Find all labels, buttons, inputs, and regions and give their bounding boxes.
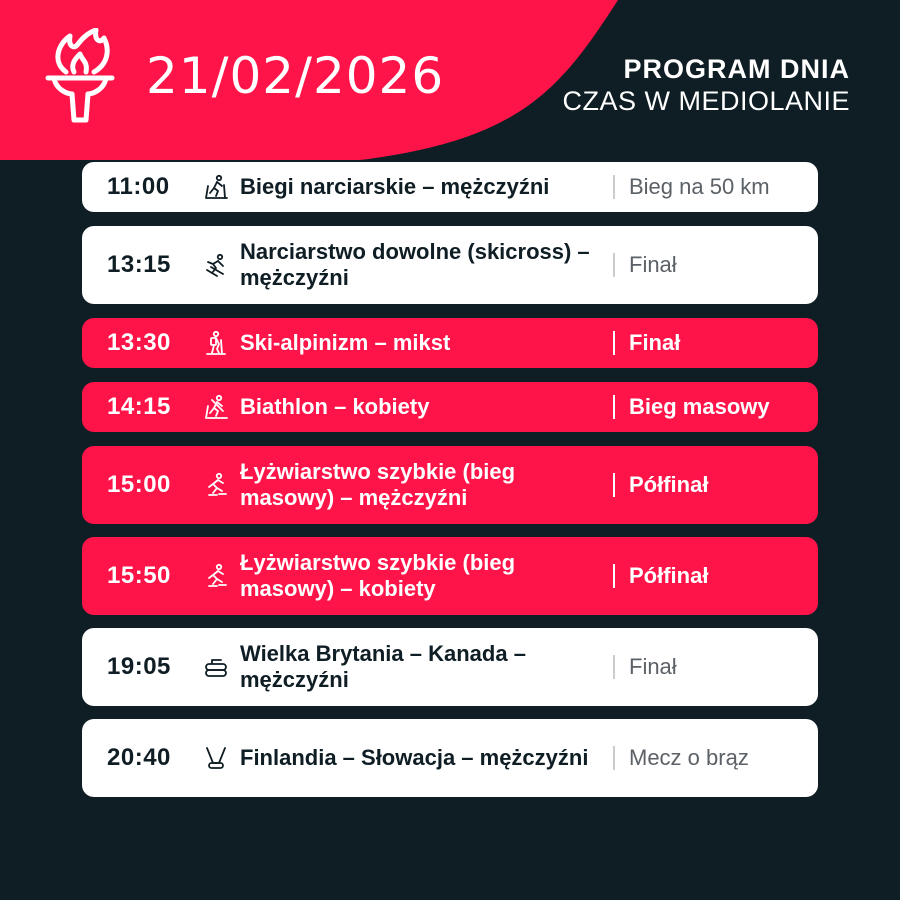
event-name: Ski-alpinizm – mikst (240, 330, 451, 355)
event-stage: Półfinał (629, 563, 709, 588)
event-name: Łyżwiarstwo szybkie (bieg masowy) – mężczyźni (240, 459, 516, 510)
event-stage: Bieg na 50 km (629, 174, 770, 199)
column-divider (613, 746, 615, 770)
schedule-row (82, 226, 818, 304)
column-divider (613, 175, 615, 199)
event-name: Narciarstwo dowolne (skicross) – mężczyźni (240, 239, 590, 290)
column-divider (613, 473, 615, 497)
olympic-torch-icon (44, 28, 116, 124)
schedule-row (82, 628, 818, 706)
ice-hockey-icon (203, 745, 229, 771)
event-name: Wielka Brytania – Kanada – mężczyźni (240, 641, 526, 692)
event-time: 11:00 (107, 173, 170, 200)
schedule-row (82, 537, 818, 615)
event-time: 13:15 (107, 251, 171, 278)
event-time: 13:30 (107, 329, 171, 356)
schedule-row (82, 162, 818, 212)
event-name: Finlandia – Słowacja – mężczyźni (240, 745, 589, 770)
schedule-row (82, 382, 818, 432)
event-time: 20:40 (107, 744, 171, 771)
event-date: 21/02/2026 (146, 47, 445, 105)
event-time: 19:05 (107, 653, 171, 680)
event-stage: Finał (629, 654, 677, 679)
column-divider (613, 564, 615, 588)
ski-mountaineering-icon (203, 330, 229, 356)
event-stage: Finał (629, 252, 677, 277)
event-time: 15:50 (107, 562, 171, 589)
event-time: 14:15 (107, 393, 171, 420)
speed-skating-icon (203, 563, 229, 589)
column-divider (613, 331, 615, 355)
event-stage: Bieg masowy (629, 394, 770, 419)
event-stage: Finał (629, 330, 681, 355)
event-name: Biegi narciarskie – mężczyźni (240, 174, 550, 199)
event-name: Biathlon – kobiety (240, 394, 430, 419)
curling-stone-icon (203, 654, 229, 680)
speed-skating-icon (203, 472, 229, 498)
program-title: PROGRAM DNIA (623, 54, 850, 84)
event-stage: Półfinał (629, 472, 709, 497)
freestyle-skiing-icon (203, 252, 229, 278)
event-time: 15:00 (107, 471, 171, 498)
schedule-row (82, 446, 818, 524)
column-divider (613, 395, 615, 419)
column-divider (613, 253, 615, 277)
schedule-row (82, 318, 818, 368)
cross-country-skiing-icon (203, 174, 229, 200)
column-divider (613, 655, 615, 679)
event-stage: Mecz o brąz (629, 745, 749, 770)
biathlon-icon (203, 394, 229, 420)
event-name: Łyżwiarstwo szybkie (bieg masowy) – kobiety (240, 550, 516, 601)
header-banner (0, 0, 900, 170)
timezone-subtitle: CZAS W MEDIOLANIE (562, 86, 850, 116)
schedule-row (82, 719, 818, 797)
